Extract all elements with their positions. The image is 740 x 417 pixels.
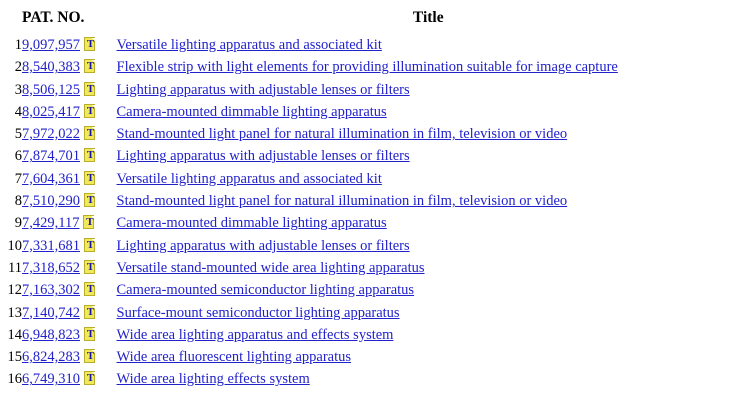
patent-title-cell bbox=[117, 81, 740, 103]
row-index: 9 bbox=[14, 215, 22, 232]
table-header-row bbox=[0, 0, 740, 36]
row-index: 3 bbox=[14, 81, 22, 98]
patent-title-cell bbox=[117, 259, 740, 281]
icon-letter: T bbox=[86, 260, 95, 273]
table-row bbox=[0, 58, 740, 80]
tiff-document-icon[interactable] bbox=[84, 37, 97, 51]
icon-letter: T bbox=[86, 238, 95, 251]
icon-letter: T bbox=[86, 127, 95, 140]
row-index: 4 bbox=[14, 103, 22, 120]
tiff-document-icon[interactable] bbox=[84, 126, 97, 140]
patent-title-link[interactable]: Versatile lighting apparatus and associated kit bbox=[116, 37, 382, 53]
patent-title-cell bbox=[117, 326, 740, 348]
patent-title-cell bbox=[117, 281, 740, 303]
patent-number-cell bbox=[22, 58, 117, 80]
row-index: 8 bbox=[14, 193, 22, 210]
patent-title-link[interactable]: Wide area lighting apparatus and effects system bbox=[116, 326, 394, 343]
patent-number-link[interactable]: 7,318,652 bbox=[22, 259, 80, 276]
tiff-document-icon[interactable] bbox=[84, 305, 97, 319]
patent-title-cell bbox=[117, 192, 740, 214]
patent-title-link[interactable]: Stand-mounted light panel for natural illumination in film, television or video bbox=[116, 126, 568, 143]
icon-letter: T bbox=[86, 372, 95, 385]
row-index: 15 bbox=[7, 349, 22, 366]
patent-number-cell bbox=[22, 370, 117, 392]
row-index: 14 bbox=[7, 326, 22, 343]
table-row bbox=[0, 304, 740, 326]
patent-title-cell bbox=[117, 304, 740, 326]
patent-title-link[interactable]: Wide area fluorescent lighting apparatus bbox=[116, 349, 352, 366]
patent-number-link[interactable]: 6,948,823 bbox=[22, 326, 80, 343]
tiff-document-icon[interactable] bbox=[84, 104, 97, 118]
patent-title-cell bbox=[117, 170, 740, 192]
tiff-document-icon[interactable] bbox=[84, 349, 97, 363]
patent-number-cell bbox=[22, 237, 117, 259]
patent-title-link[interactable]: Lighting apparatus with adjustable lenses or filters bbox=[116, 148, 410, 165]
patent-number-link[interactable]: 7,874,701 bbox=[22, 148, 80, 165]
patent-number-cell bbox=[22, 125, 117, 147]
row-index: 16 bbox=[7, 371, 22, 388]
icon-letter: T bbox=[86, 149, 95, 162]
table-body bbox=[0, 36, 740, 393]
patent-number-link[interactable]: 7,140,742 bbox=[22, 304, 80, 321]
row-index: 10 bbox=[7, 237, 22, 254]
icon-letter: T bbox=[86, 104, 95, 117]
icon-letter: T bbox=[86, 350, 95, 363]
patent-title-cell bbox=[117, 214, 740, 236]
tiff-document-icon[interactable] bbox=[84, 260, 97, 274]
patent-number-link[interactable]: 7,331,681 bbox=[22, 237, 80, 254]
icon-letter: T bbox=[86, 60, 95, 73]
patent-title-cell bbox=[117, 36, 740, 58]
icon-letter: T bbox=[86, 194, 95, 207]
patent-title-cell bbox=[117, 103, 740, 125]
tiff-document-icon[interactable] bbox=[83, 215, 96, 229]
row-index: 12 bbox=[7, 282, 22, 299]
patent-number-cell bbox=[22, 348, 117, 370]
column-header-patent-no: PAT. NO. bbox=[22, 9, 85, 26]
patent-title-cell bbox=[117, 370, 740, 392]
patent-title-cell bbox=[117, 348, 740, 370]
icon-letter: T bbox=[86, 327, 95, 340]
patent-title-link[interactable]: Versatile lighting apparatus and associated kit bbox=[116, 170, 382, 187]
patent-number-link[interactable]: 7,163,302 bbox=[22, 282, 80, 299]
patent-number-link[interactable]: 7,429,117 bbox=[22, 215, 80, 232]
patent-number-link[interactable]: 9,097,957 bbox=[22, 37, 80, 53]
table-row bbox=[0, 348, 740, 370]
patent-number-link[interactable]: 7,972,022 bbox=[22, 126, 80, 143]
patent-number-cell bbox=[22, 170, 117, 192]
patent-number-link[interactable]: 8,025,417 bbox=[22, 103, 80, 120]
table-row bbox=[0, 81, 740, 103]
table-row bbox=[0, 170, 740, 192]
patent-title-link[interactable]: Camera-mounted semiconductor lighting apparatus bbox=[116, 282, 415, 299]
table-row bbox=[0, 370, 740, 392]
patent-number-cell bbox=[22, 304, 117, 326]
row-index: 13 bbox=[7, 304, 22, 321]
table-row bbox=[0, 326, 740, 348]
patent-number-cell bbox=[22, 103, 117, 125]
patent-title-link[interactable]: Camera-mounted dimmable lighting apparatus bbox=[116, 103, 387, 120]
patent-number-link[interactable]: 6,749,310 bbox=[22, 371, 80, 388]
patent-number-cell bbox=[22, 147, 117, 169]
patent-title-link[interactable]: Lighting apparatus with adjustable lenses or filters bbox=[116, 81, 410, 98]
icon-letter: T bbox=[86, 38, 95, 50]
patent-title-cell bbox=[117, 237, 740, 259]
row-index: 2 bbox=[14, 59, 22, 76]
tiff-document-icon[interactable] bbox=[84, 148, 97, 162]
patent-title-link[interactable]: Flexible strip with light elements for providing illumination suitable for image capture bbox=[116, 59, 618, 76]
column-header-index bbox=[0, 0, 22, 36]
patent-number-cell bbox=[22, 81, 117, 103]
tiff-document-icon[interactable] bbox=[84, 59, 97, 73]
table-row bbox=[0, 192, 740, 214]
patent-number-link[interactable]: 6,824,283 bbox=[22, 349, 80, 366]
patent-number-cell bbox=[22, 214, 117, 236]
row-index: 6 bbox=[14, 148, 22, 165]
icon-letter: T bbox=[86, 171, 95, 184]
patent-number-cell bbox=[22, 281, 117, 303]
row-index: 5 bbox=[14, 126, 22, 143]
patent-title-cell bbox=[117, 125, 740, 147]
patent-title-link[interactable]: Lighting apparatus with adjustable lenses or filters bbox=[116, 237, 410, 254]
row-index: 7 bbox=[14, 170, 22, 187]
patent-number-link[interactable]: 7,510,290 bbox=[22, 193, 80, 210]
patent-number-link[interactable]: 7,604,361 bbox=[22, 170, 80, 187]
icon-letter: T bbox=[86, 216, 94, 229]
icon-letter: T bbox=[86, 82, 95, 95]
tiff-document-icon[interactable] bbox=[84, 371, 97, 385]
patent-title-link[interactable]: Versatile stand-mounted wide area lighting apparatus bbox=[116, 259, 425, 276]
tiff-document-icon[interactable] bbox=[84, 193, 97, 207]
table-row bbox=[0, 147, 740, 169]
table-row bbox=[0, 125, 740, 147]
column-header-title: Title bbox=[412, 9, 444, 26]
tiff-document-icon[interactable] bbox=[84, 238, 97, 252]
tiff-document-icon[interactable] bbox=[84, 327, 97, 341]
patent-number-cell bbox=[22, 259, 117, 281]
row-index: 11 bbox=[8, 259, 22, 276]
patent-title-cell bbox=[117, 58, 740, 80]
patent-number-cell bbox=[22, 326, 117, 348]
page-bottom-spacer bbox=[0, 409, 740, 417]
icon-letter: T bbox=[86, 283, 95, 296]
patent-title-link[interactable]: Stand-mounted light panel for natural illumination in film, television or video bbox=[116, 193, 568, 210]
patent-number-cell bbox=[22, 192, 117, 214]
patent-title-link[interactable]: Surface-mount semiconductor lighting apparatus bbox=[116, 304, 400, 321]
icon-letter: T bbox=[86, 305, 95, 318]
tiff-document-icon[interactable] bbox=[84, 82, 97, 96]
table-row bbox=[0, 214, 740, 236]
row-index: 1 bbox=[14, 37, 22, 53]
patent-title-link[interactable]: Wide area lighting effects system bbox=[116, 371, 310, 388]
table-row bbox=[0, 36, 740, 58]
table-row bbox=[0, 281, 740, 303]
table-row bbox=[0, 259, 740, 281]
patent-number-link[interactable]: 8,540,383 bbox=[22, 59, 80, 76]
table-row bbox=[0, 237, 740, 259]
patent-title-cell bbox=[117, 147, 740, 169]
tiff-document-icon[interactable] bbox=[84, 171, 97, 185]
tiff-document-icon[interactable] bbox=[84, 282, 97, 296]
table-row bbox=[0, 103, 740, 125]
patent-number-cell bbox=[22, 36, 117, 58]
patent-title-link[interactable]: Camera-mounted dimmable lighting apparatus bbox=[116, 215, 387, 232]
patent-number-link[interactable]: 8,506,125 bbox=[22, 81, 80, 98]
